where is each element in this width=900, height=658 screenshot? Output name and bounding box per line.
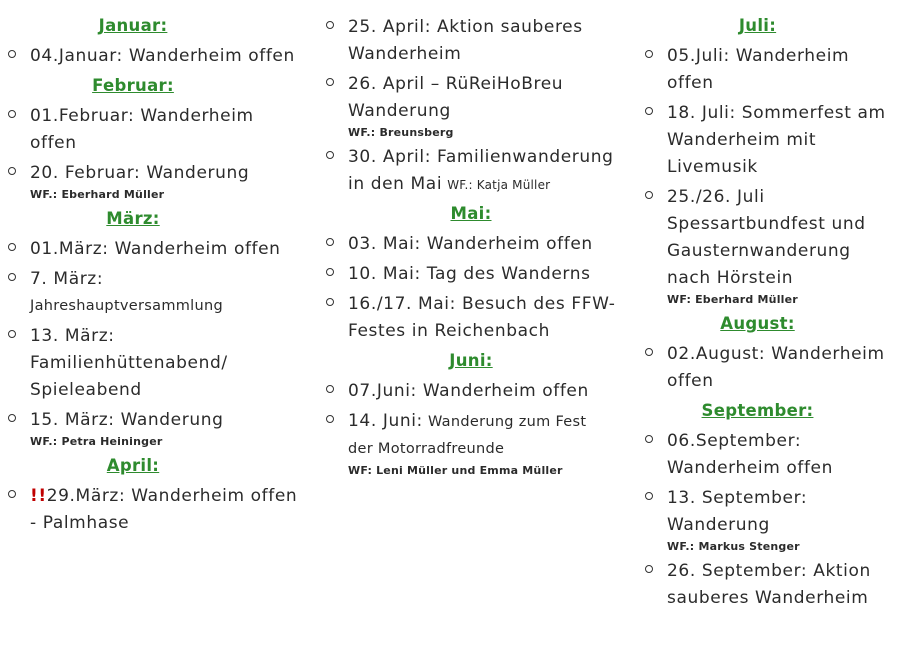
list-item: 18. Juli: Sommerfest am Wanderheim mit Livemusik <box>645 100 900 181</box>
list-item: 25./26. Juli Spessartbundfest und Gausternwanderung nach Hörstein WF: Eberhard Müller <box>645 184 900 308</box>
exclamation-mark: !! <box>30 486 47 506</box>
hike-leader: WF.: Petra Heininger <box>30 435 163 448</box>
list-item: 06.September: Wanderheim offen <box>645 428 900 482</box>
circle-bullet-icon <box>645 435 653 443</box>
event-list-juli <box>645 43 900 308</box>
circle-bullet-icon <box>8 273 16 281</box>
list-item: 13. September: Wanderung WF.: Markus Stenger <box>645 485 900 555</box>
list-item: 26. September: Aktion sauberes Wanderheim <box>645 558 900 612</box>
circle-bullet-icon <box>326 385 334 393</box>
list-item: 02.August: Wanderheim offen <box>645 341 900 395</box>
circle-bullet-icon <box>326 268 334 276</box>
circle-bullet-icon <box>8 414 16 422</box>
month-heading-maerz: März: <box>106 209 160 228</box>
column-3 <box>645 14 900 618</box>
column-2 <box>326 14 616 485</box>
column-1 <box>8 14 298 543</box>
event-list-maerz <box>8 236 298 450</box>
event-list-juni <box>326 378 616 479</box>
month-heading-februar: Februar: <box>92 76 174 95</box>
hike-leader: WF.: Breunsberg <box>348 126 454 139</box>
circle-bullet-icon <box>645 565 653 573</box>
list-item: 7. März: Jahreshauptversammlung <box>8 266 298 320</box>
circle-bullet-icon <box>326 298 334 306</box>
list-item: 16./17. Mai: Besuch des FFW-Festes in Reichenbach <box>326 291 616 345</box>
circle-bullet-icon <box>645 50 653 58</box>
circle-bullet-icon <box>8 50 16 58</box>
list-item: 01.März: Wanderheim offen <box>8 236 298 263</box>
circle-bullet-icon <box>326 151 334 159</box>
hike-leader: WF.: Eberhard Müller <box>30 188 165 201</box>
list-item: 01.Februar: Wanderheim offen <box>8 103 298 157</box>
circle-bullet-icon <box>645 492 653 500</box>
circle-bullet-icon <box>8 243 16 251</box>
hike-leader: WF: Eberhard Müller <box>667 293 798 306</box>
list-item: 05.Juli: Wanderheim offen <box>645 43 900 97</box>
list-item: 25. April: Aktion sauberes Wanderheim <box>326 14 616 68</box>
event-list-april <box>8 483 298 537</box>
event-list-september <box>645 428 900 612</box>
month-heading-juni: Juni: <box>449 351 493 370</box>
list-item: 13. März: Familienhüttenabend/ Spieleabend <box>8 323 298 404</box>
month-heading-september: September: <box>701 401 814 420</box>
event-list-februar <box>8 103 298 203</box>
list-item: 26. April – RüReiHoBreu Wanderung WF.: Breunsberg <box>326 71 616 141</box>
circle-bullet-icon <box>326 415 334 423</box>
circle-bullet-icon <box>8 110 16 118</box>
month-heading-juli: Juli: <box>738 16 777 35</box>
list-item: 14. Juni: Wanderung zum Fest der Motorradfreunde WF: Leni Müller und Emma Müller <box>326 408 616 479</box>
event-list-januar <box>8 43 298 70</box>
circle-bullet-icon <box>8 330 16 338</box>
list-item: 04.Januar: Wanderheim offen <box>8 43 298 70</box>
list-item: 15. März: Wanderung WF.: Petra Heininger <box>8 407 298 450</box>
month-heading-mai: Mai: <box>450 204 492 223</box>
event-list-april-continued <box>326 14 616 198</box>
month-heading-januar: Januar: <box>98 16 168 35</box>
event-list-august <box>645 341 900 395</box>
list-item: 30. April: Familienwanderung in den Mai WF.: Katja Müller <box>326 144 616 198</box>
hike-leader: WF: Leni Müller und Emma Müller <box>348 464 563 477</box>
circle-bullet-icon <box>8 490 16 498</box>
list-item: 03. Mai: Wanderheim offen <box>326 231 616 258</box>
list-item: !!29.März: Wanderheim offen - Palmhase <box>8 483 298 537</box>
circle-bullet-icon <box>326 78 334 86</box>
circle-bullet-icon <box>645 191 653 199</box>
list-item: 20. Februar: Wanderung WF.: Eberhard Müller <box>8 160 298 203</box>
circle-bullet-icon <box>645 107 653 115</box>
hike-leader: WF.: Markus Stenger <box>667 540 800 553</box>
circle-bullet-icon <box>326 21 334 29</box>
event-list-mai <box>326 231 616 345</box>
circle-bullet-icon <box>8 167 16 175</box>
circle-bullet-icon <box>645 348 653 356</box>
month-heading-august: August: <box>720 314 795 333</box>
list-item: 10. Mai: Tag des Wanderns <box>326 261 616 288</box>
circle-bullet-icon <box>326 238 334 246</box>
list-item: 07.Juni: Wanderheim offen <box>326 378 616 405</box>
month-heading-april: April: <box>106 456 160 475</box>
hike-leader: WF.: Katja Müller <box>447 178 551 192</box>
